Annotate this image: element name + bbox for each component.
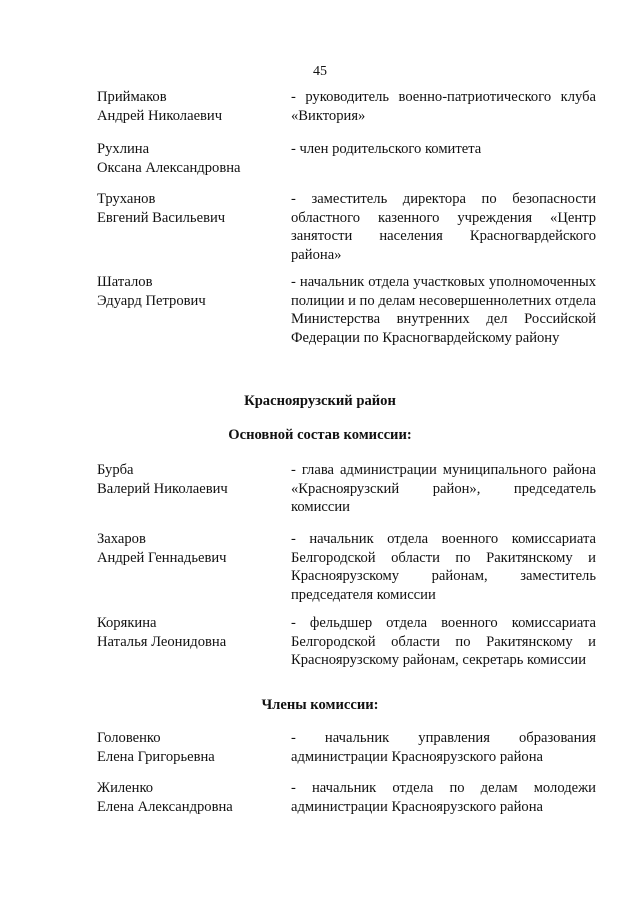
member-surname: Жиленко — [97, 780, 154, 796]
member-given-names: Елена Григорьевна — [97, 748, 215, 765]
member-given-names: Елена Александровна — [97, 798, 233, 815]
member-given-names: Валерий Николаевич — [97, 480, 228, 497]
member-surname: Приймаков — [97, 89, 167, 105]
member-role: - член родительского комитета — [291, 141, 482, 157]
member-role: - начальник отдела участковых уполномоченных полиции и по делам несовершеннолетних отдела Министерства внутренних дел Российской Федерации по Красногвардейскому району — [291, 274, 596, 346]
member-surname: Головенко — [97, 730, 161, 746]
member-surname: Бурба — [97, 462, 134, 478]
member-given-names: Наталья Леонидовна — [97, 633, 227, 650]
member-role: - начальник отдела по делам молодежи администрации Красноярузского района — [291, 780, 596, 815]
district-heading: Красноярузский район — [244, 393, 396, 409]
member-role: - фельдшер отдела военного комиссариата Белгородской области по Ракитянскому и Красноярузскому районам, секретарь комиссии — [291, 615, 596, 669]
members-heading: Члены комиссии: — [261, 697, 379, 713]
member-given-names: Андрей Геннадьевич — [97, 549, 227, 566]
member-given-names: Андрей Николаевич — [97, 107, 223, 124]
main-composition-heading: Основной состав комиссии: — [228, 427, 412, 443]
member-role: - глава администрации муниципального района «Красноярузский район», председатель комиссии — [291, 462, 596, 516]
member-role: - начальник отдела военного комиссариата Белгородской области по Ракитянскому и Красноярузскому районам, заместитель председателя комиссии — [291, 531, 596, 603]
member-given-names: Оксана Александровна — [97, 159, 241, 176]
member-surname: Рухлина — [97, 141, 150, 157]
member-role: - заместитель директора по безопасности областного казенного учреждения «Центр занятости населения Красногвардейского района» — [291, 191, 596, 263]
member-role: - руководитель военно-патриотического клуба «Виктория» — [291, 89, 596, 124]
member-surname: Шаталов — [97, 274, 153, 290]
member-surname: Захаров — [97, 531, 146, 547]
member-given-names: Эдуард Петрович — [97, 292, 206, 309]
member-surname: Корякина — [97, 615, 157, 631]
member-surname: Труханов — [97, 191, 156, 207]
member-role: - начальник управления образования администрации Красноярузского района — [291, 730, 596, 765]
member-given-names: Евгений Васильевич — [97, 209, 226, 226]
page-number: 45 — [313, 64, 327, 79]
